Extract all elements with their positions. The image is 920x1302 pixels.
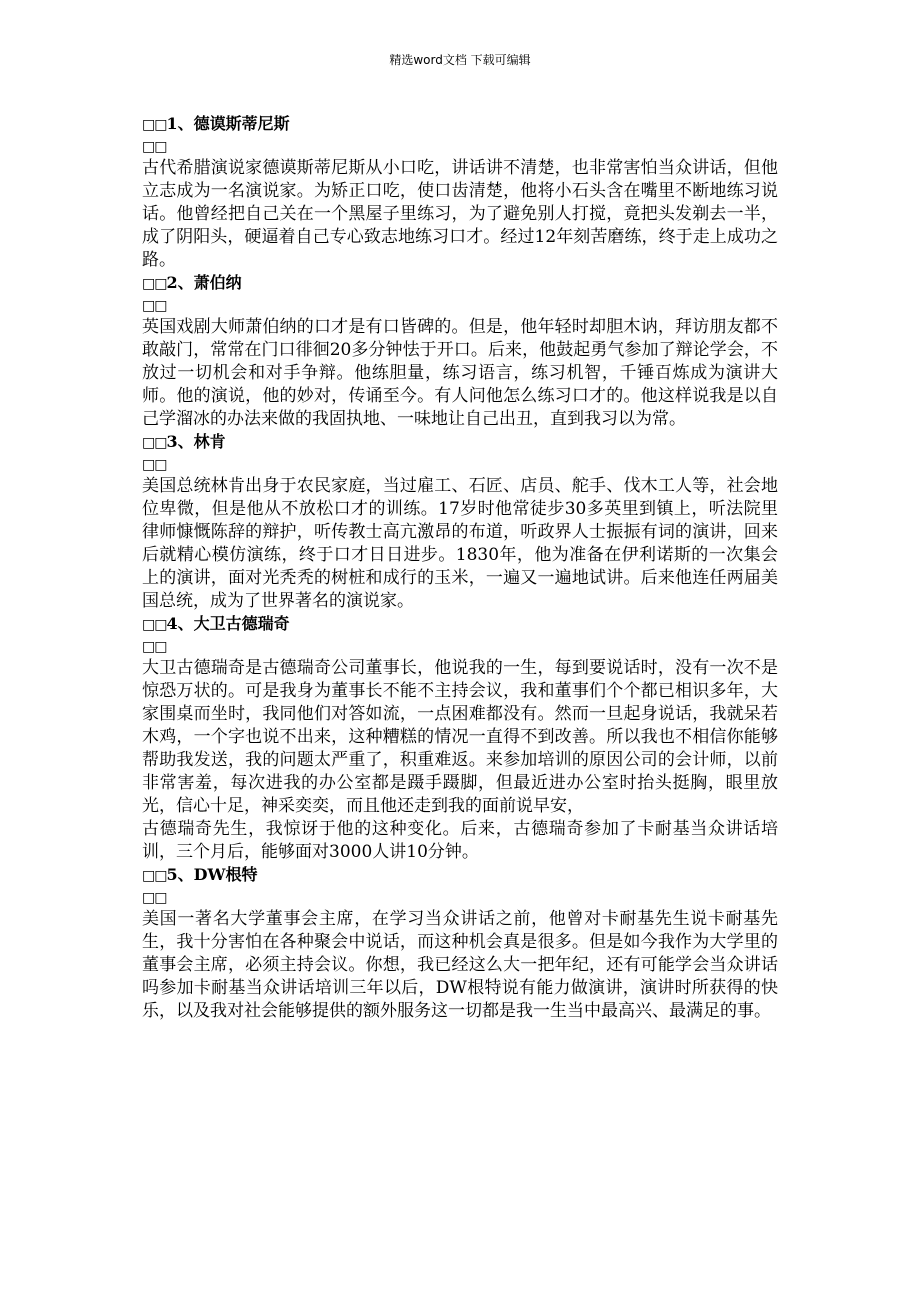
section-title: 3、林肯 bbox=[166, 432, 226, 451]
document-body bbox=[142, 113, 778, 1023]
section-heading bbox=[142, 431, 778, 453]
section-gent bbox=[142, 864, 778, 1023]
box-marker-line: □□ bbox=[142, 639, 167, 655]
box-marker-line: □□ bbox=[142, 457, 167, 473]
box-marker: □□ bbox=[142, 617, 167, 633]
box-marker: □□ bbox=[142, 868, 167, 884]
section-title: 4、大卫古德瑞奇 bbox=[166, 614, 290, 633]
box-marker: □□ bbox=[142, 117, 167, 133]
section-lincoln bbox=[142, 431, 778, 613]
section-heading bbox=[142, 864, 778, 886]
section-paragraph: 古代希腊演说家德谟斯蒂尼斯从小口吃，讲话讲不清楚，也非常害怕当众讲话，但他立志成为一名演说家。为矫正口吃，使口齿清楚，他将小石头含在嘴里不断地练习说话。他曾经把自己关在一个黑屋子里练习，为了避免别人打搅，竟把头发剃去一半，成了阴阳头，硬逼着自己专心致志地练习口才。经过12年刻苦磨练，终于走上成功之路。 bbox=[142, 158, 778, 270]
section-heading bbox=[142, 272, 778, 294]
section-paragraph: 大卫古德瑞奇是古德瑞奇公司董事长，他说我的一生，每到要说话时，没有一次不是惊恐万状的。可是我身为董事长不能不主持会议，我和董事们个个都已相识多年，大家围桌而坐时，我同他们对答如流，一点困难都没有。然而一旦起身说话，我就呆若木鸡，一个字也说不出来，这种糟糕的情况一直得不到改善。所以我也不相信你能够帮助我发送，我的问题太严重了，积重难返。来参加培训的原因公司的会计师，以前非常害羞，每次进我的办公室都是蹑手蹑脚，但最近进办公室时抬头挺胸，眼里放光，信心十足，神采奕奕，而且他还走到我的面前说早安， bbox=[142, 658, 778, 816]
section-paragraph: 美国总统林肯出身于农民家庭，当过雇工、石匠、店员、舵手、伐木工人等，社会地位卑微，但是他从不放松口才的训练。17岁时他常徒步30多英里到镇上，听法院里律师慷慨陈辞的辩护，听传教士高亢激昂的布道，听政界人士振振有词的演讲，回来后就精心模仿演练，终于口才日日进步。1830年，他为准备在伊利诺斯的一次集会上的演讲，面对光秃秃的树桩和成行的玉米，一遍又一遍地试讲。后来他连任两届美国总统，成为了世界著名的演说家。 bbox=[142, 476, 778, 611]
section-title: 1、德谟斯蒂尼斯 bbox=[166, 114, 290, 133]
section-paragraph: 美国一著名大学董事会主席，在学习当众讲话之前，他曾对卡耐基先生说卡耐基先生，我十分害怕在各种聚会中说话，而这种机会真是很多。但是如今我作为大学里的董事会主席，必须主持会议。你想，我已经这么大一把年纪，还有可能学会当众讲话吗参加卡耐基当众讲话培训三年以后，DW根特说有能力做演讲，演讲时所获得的快乐，以及我对社会能够提供的额外服务这一切都是我一生当中最高兴、最满足的事。 bbox=[142, 909, 778, 1021]
box-marker: □□ bbox=[142, 435, 167, 451]
box-marker-line: □□ bbox=[142, 139, 167, 155]
box-marker: □□ bbox=[142, 276, 167, 292]
section-heading bbox=[142, 613, 778, 635]
section-paragraph: 英国戏剧大师萧伯纳的口才是有口皆碑的。但是，他年轻时却胆木讷，拜访朋友都不敢敲门，常常在门口徘徊20多分钟怯于开口。后来，他鼓起勇气参加了辩论学会，不放过一切机会和对手争辩。他练胆量，练习语言，练习机智，千锤百炼成为演讲大师。他的演说，他的妙对，传诵至今。有人问他怎么练习口才的。他这样说我是以自己学溜冰的办法来做的我固执地、一味地让自己出丑，直到我习以为常。 bbox=[142, 317, 778, 429]
section-paragraph: 古德瑞奇先生，我惊讶于他的这种变化。后来，古德瑞奇参加了卡耐基当众讲话培训，三个月后，能够面对3000人讲10分钟。 bbox=[142, 819, 778, 862]
section-shaw bbox=[142, 272, 778, 431]
section-heading bbox=[142, 113, 778, 135]
section-demosthenes bbox=[142, 113, 778, 272]
section-title: 5、DW根特 bbox=[166, 865, 258, 884]
page-header: 精选word文档 下载可编辑 bbox=[389, 53, 531, 67]
section-title: 2、萧伯纳 bbox=[166, 273, 242, 292]
section-goodrich bbox=[142, 613, 778, 864]
box-marker-line: □□ bbox=[142, 298, 167, 314]
box-marker-line: □□ bbox=[142, 890, 167, 906]
